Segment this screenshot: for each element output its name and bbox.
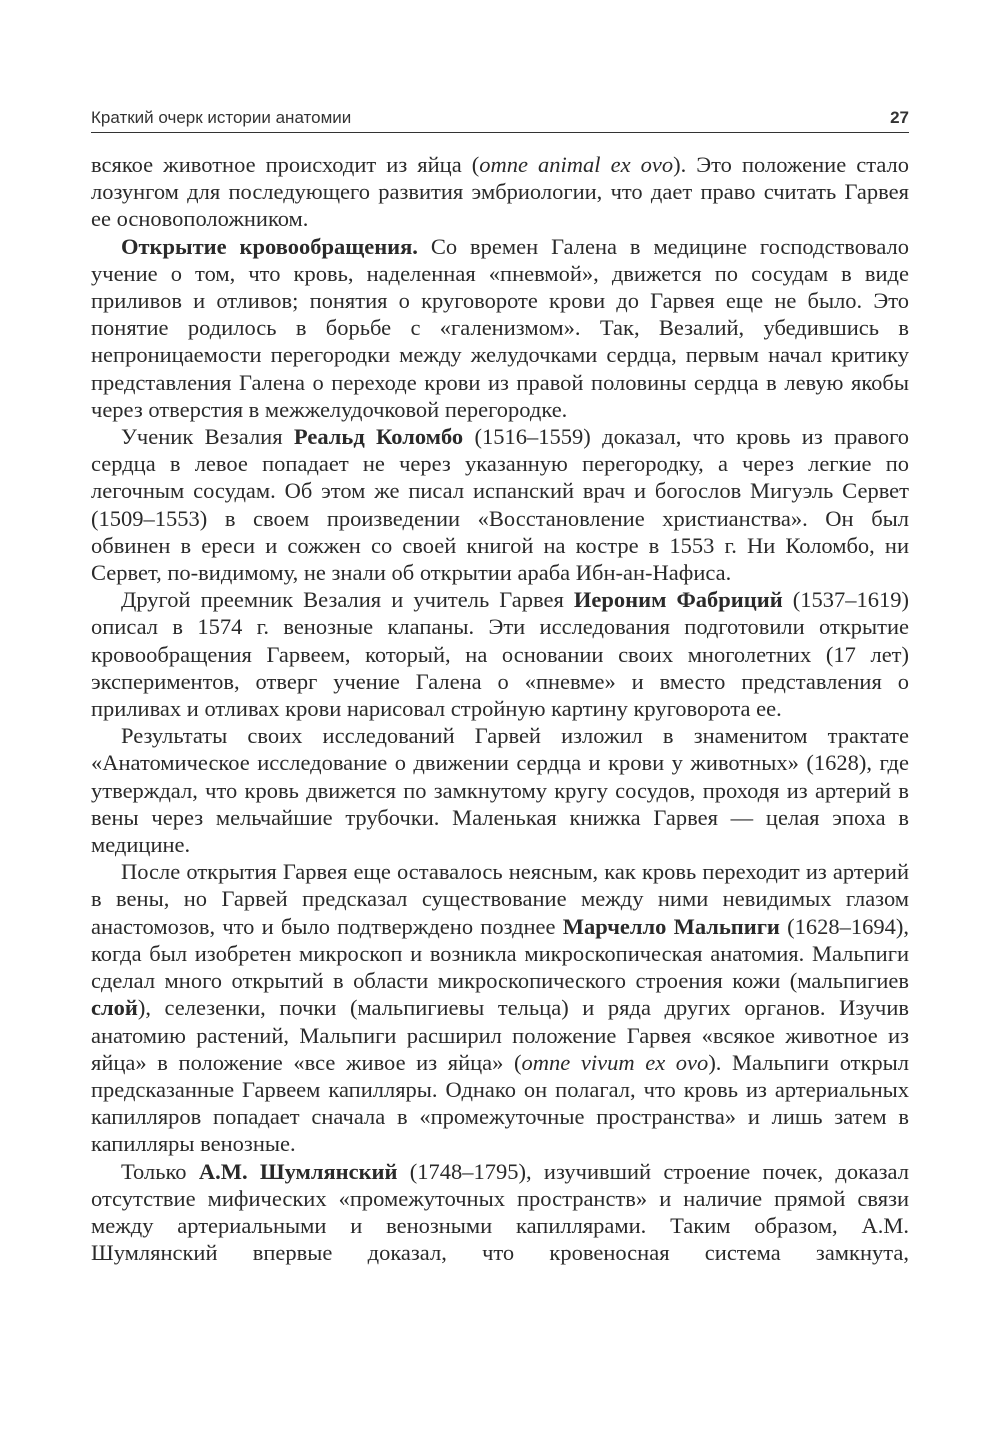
person-name: Марчелло Мальпиги: [562, 913, 780, 939]
text-run: ). Мальпиги открыл предсказанные Гарвеем капилляры. Однако он полагал, что кровь из артериальных капилляров попадает сначала в «промежуточные пространства» и лишь затем в капилляры венозные.: [91, 1049, 910, 1157]
text-run: ). Это положение стало лозунгом для последующего развития эмбриологии, что дает право считать Гарвея ее основоположником.: [91, 152, 910, 232]
latin-phrase: omne vivum ex ovo: [521, 1049, 709, 1075]
text-run: всякое животное происходит из яйца (: [91, 152, 480, 177]
paragraph-2: [91, 233, 909, 423]
person-name: Реальд Коломбо: [293, 424, 464, 450]
paragraph-7: [91, 1158, 909, 1267]
emphasized-term: слой: [91, 995, 138, 1021]
text-run: Другой преемник Везалия и учитель Гарвея: [121, 587, 574, 613]
paragraph-5: [91, 722, 909, 858]
paragraph-1: [91, 151, 909, 233]
page-body: [91, 151, 909, 1266]
paragraph-4: [91, 586, 909, 722]
text-run: (1516–1559) доказал, что кровь из правого сердца в левое попадает не через указанную перегородку, а через легкие по легочным сосудам. Об этом же писал испанский врач и богослов Мигуэль Сервет (1509–1553) в своем произведении «Восстановление христианства». Он был обвинен в ереси и сожжен со своей книгой на костре в 1553 г. Ни Коломбо, ни Сервет, по-видимому, не знали об открытии араба Ибн-ан-Нафиса.: [91, 424, 909, 586]
running-title: Краткий очерк истории анатомии: [91, 108, 352, 127]
page-number: 27: [890, 108, 909, 127]
text-run: После открытия Гарвея еще оставалось неясным, как кровь переходит из артерий в вены, но Гарвей предсказал существование между ними невидимых глазом анастомозов, что и было подтверждено позднее: [91, 859, 909, 939]
text-run: Результаты своих исследований Гарвей изложил в знаменитом трактате «Анатомическое исследование о движении сердца и крови у животных» (1628), где утверждал, что кровь движется по замкнутому кругу сосудов, проходя из артерий в вены через мельчайшие трубочки. Маленькая книжка Гарвея — целая эпоха в медицине.: [91, 723, 909, 858]
text-run: ), селезенки, почки (мальпигиевы тельца) и ряда других органов. Изучив анатомию растений, Мальпиги расширил положение Гарвея «всякое животное из яйца» в положение «все живое из яйца» (: [91, 995, 909, 1075]
paragraph-6: [91, 858, 909, 1157]
text-run: Со времен Галена в медицине господствовало учение о том, что кровь, наделенная «пневмой», движется по сосудам в виде приливов и отливов; понятия о круговороте крови до Гарвея еще не было. Это понятие родилось в борьбе с «галенизмом». Так, Везалий, убедившись в непроницаемости перегородки между желудочками сердца, первым начал критику представления Галена о переходе крови из правой половины сердца в левую якобы через отверстия в межжелудочковой перегородке.: [91, 233, 909, 422]
text-run: (1537–1619) описал в 1574 г. венозные клапаны. Эти исследования подготовили открытие кровообращения Гарвеем, который, на основании своих многолетних (17 лет) экспериментов, отверг учение Галена о «пневме» и вместо представления о приливах и отливах крови нарисовал стройную картину круговорота ее.: [91, 587, 909, 722]
section-heading: Открытие кровообращения.: [121, 233, 418, 259]
text-run: Только: [121, 1158, 199, 1184]
latin-phrase: omne animal ex ovo: [479, 152, 674, 177]
paragraph-3: [91, 423, 909, 586]
text-run: Ученик Везалия: [121, 424, 294, 450]
text-run: (1628–1694), когда был изобретен микроскоп и возникла микроскопическая анатомия. Мальпиги сделал много открытий в области микроскопического строения кожи (мальпигиев: [91, 913, 909, 994]
person-name: А.М. Шумлянский: [198, 1158, 398, 1184]
text-run: (1748–1795), изучивший строение почек, доказал отсутствие мифических «промежуточных пространств» и наличие прямой связи между артериальными и венозными капиллярами. Таким образом, А.М. Шумлянский впервые доказал, что кровеносная система замкнута,: [91, 1158, 909, 1266]
running-header: [91, 106, 909, 133]
person-name: Иероним Фабриций: [573, 587, 783, 613]
